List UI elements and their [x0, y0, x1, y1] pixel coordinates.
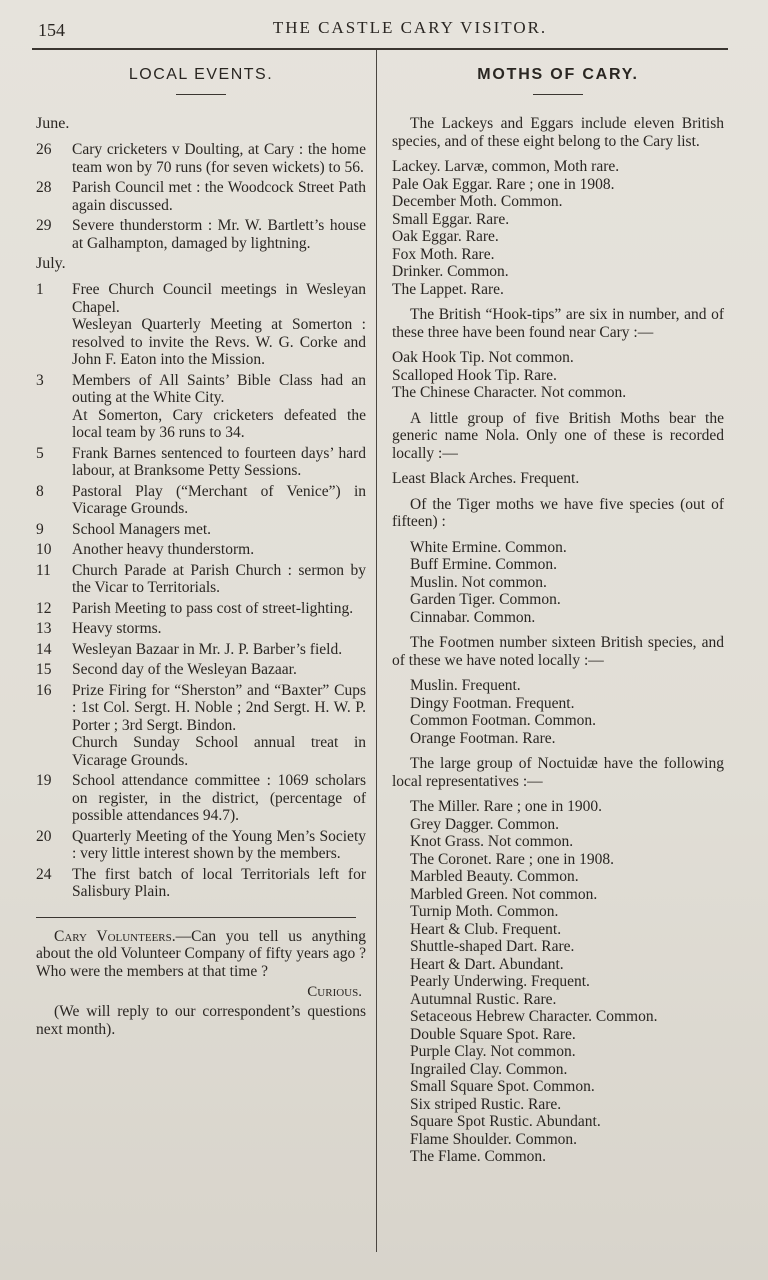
event-paragraph: At Somerton, Cary cricketers defeated the local team by 36 runs to 34. [72, 406, 366, 441]
event-paragraph: Quarterly Meeting of the Young Men’s Society : very little interest shown by the members. [72, 827, 366, 862]
event-day: 19 [36, 772, 52, 789]
event-paragraph: Church Sunday School annual treat in Vicarage Grounds. [72, 734, 366, 769]
moth-entry: Drinker. Common. [392, 263, 509, 280]
header-rule [32, 48, 728, 50]
event-entry [36, 141, 366, 176]
moth-entry: The Coronet. Rare ; one in 1908. [410, 850, 615, 868]
footmen-list [392, 677, 724, 747]
moth-entry: Garden Tiger. Common. [410, 591, 561, 608]
event-text [72, 682, 366, 770]
moth-entry: Turnip Moth. Common. [410, 903, 559, 920]
moth-entry: Flame Shoulder. Common. [410, 1130, 578, 1148]
local-events-column [36, 58, 366, 1038]
event-day: 29 [36, 217, 52, 234]
nola-list [392, 470, 724, 488]
event-paragraph: School attendance committee : 1069 scholars on register, in the district, (percentage of possible attendances 94.7). [72, 772, 366, 824]
volunteers-notice [36, 928, 366, 981]
moth-entry: Muslin. Frequent. [410, 677, 521, 694]
event-entry [36, 682, 366, 770]
page-number: 154 [38, 20, 65, 40]
event-paragraph: Wesleyan Bazaar in Mr. J. P. Barber’s field. [72, 640, 343, 658]
event-day: 28 [36, 179, 52, 196]
event-day: 3 [36, 371, 44, 389]
event-text [72, 541, 366, 559]
event-text [72, 866, 366, 901]
event-paragraph: Pastoral Play (“Merchant of Venice”) in Vicarage Grounds. [72, 482, 366, 517]
event-paragraph: Free Church Council meetings in Wesleyan Chapel. [72, 281, 366, 316]
event-day: 5 [36, 444, 44, 462]
moth-entry: Heart & Club. Frequent. [410, 920, 562, 938]
running-title: THE CASTLE CARY VISITOR. [272, 18, 548, 37]
editor-reply: (We will reply to our correspondent’s questions next month). [36, 1003, 366, 1038]
event-entry [36, 600, 366, 618]
event-paragraph: Church Parade at Parish Church : sermon by the Vicar to Territorials. [72, 561, 366, 596]
month-heading-june: June. [36, 115, 70, 132]
moth-entry: Least Black Arches. Frequent. [392, 470, 580, 487]
moth-entry: Setaceous Hebrew Character. Common. [410, 1008, 658, 1025]
event-text [72, 828, 366, 863]
event-entry [36, 620, 366, 638]
moth-entry: Buff Ermine. Common. [410, 556, 557, 573]
moth-entry: Scalloped Hook Tip. Rare. [392, 366, 557, 384]
event-paragraph: Cary cricketers v Doulting, at Cary : the home team won by 70 runs (for seven wickets) to 56. [72, 141, 366, 176]
event-paragraph: Parish Council met : the Woodcock Street Path again discussed. [72, 179, 366, 214]
event-day: 8 [36, 482, 44, 500]
title-rule [176, 94, 226, 95]
event-day: 15 [36, 661, 52, 678]
moths-column [392, 58, 724, 1174]
event-paragraph: Frank Barnes sentenced to fourteen days’ hard labour, at Branksome Petty Sessions. [72, 444, 366, 479]
event-entry [36, 445, 366, 480]
lackeys-list [392, 158, 724, 298]
event-entry [36, 866, 366, 901]
moth-entry: Marbled Green. Not common. [410, 885, 598, 903]
event-entry [36, 179, 366, 214]
event-day: 24 [36, 865, 52, 883]
event-paragraph: Prize Firing for “Sherston” and “Baxter” Cups : 1st Col. Sergt. H. Noble ; 2nd Sergt. H. W. P. Porter ; 3rd Sergt. Bindon. [72, 681, 366, 734]
moth-entry: Oak Hook Tip. Not common. [392, 349, 574, 366]
moth-entry: Common Footman. Common. [410, 712, 597, 729]
event-paragraph: Wesleyan Quarterly Meeting at Somerton : resolved to invite the Revs. W. G. Corke and John F. Eaton into the Mission. [72, 316, 366, 368]
event-entry [36, 772, 366, 825]
event-paragraph: Parish Meeting to pass cost of street-lighting. [72, 599, 354, 617]
moth-entry: The Lappet. Rare. [392, 280, 504, 298]
month-heading-july: July. [36, 255, 66, 272]
local-events-title: LOCAL EVENTS. [128, 66, 274, 83]
moth-entry: Shuttle-shaped Dart. Rare. [410, 938, 575, 955]
event-paragraph: Members of All Saints’ Bible Class had an outing at the White City. [72, 371, 366, 406]
event-day: 26 [36, 141, 52, 158]
event-text [72, 562, 366, 597]
moths-title: MOTHS OF CARY. [477, 66, 639, 83]
lackeys-intro: The Lackeys and Eggars include eleven British species, and of these eight belong to the Cary list. [392, 115, 724, 150]
event-day: 12 [36, 599, 52, 617]
hooktips-list [392, 349, 724, 402]
moth-entry: Knot Grass. Not common. [410, 833, 574, 850]
event-text [72, 179, 366, 214]
moth-entry: Muslin. Not common. [410, 573, 547, 591]
moth-entry: The Chinese Character. Not common. [392, 384, 627, 401]
nola-intro: A little group of five British Moths bear the generic name Nola. Only one of these is recorded locally :— [392, 409, 724, 462]
noctuidae-intro: The large group of Noctuidæ have the following local representatives :— [392, 755, 724, 790]
event-text [72, 141, 366, 176]
moth-entry: Heart & Dart. Abundant. [410, 955, 564, 973]
event-day: 13 [36, 620, 52, 637]
event-day: 10 [36, 541, 52, 558]
moth-entry: Six striped Rustic. Rare. [410, 1095, 562, 1113]
june-events [36, 141, 366, 252]
moth-entry: Autumnal Rustic. Rare. [410, 990, 557, 1008]
moth-entry: Pearly Underwing. Frequent. [410, 973, 590, 990]
event-day: 14 [36, 640, 52, 658]
event-paragraph: The first batch of local Territorials left for Salisbury Plain. [72, 865, 366, 900]
moth-entry: Small Eggar. Rare. [392, 210, 510, 228]
hooktips-intro: The British “Hook-tips” are six in number, and of these three have been found near Cary :— [392, 306, 724, 341]
notice-heading: Cary Volunteers. [54, 927, 176, 945]
event-entry [36, 541, 366, 559]
event-paragraph: Severe thunderstorm : Mr. W. Bartlett’s house at Galhampton, damaged by lightning. [72, 217, 366, 252]
event-entry [36, 281, 366, 369]
moth-entry: Square Spot Rustic. Abundant. [410, 1113, 601, 1130]
event-entry [36, 828, 366, 863]
event-paragraph: School Managers met. [72, 520, 212, 538]
column-divider [376, 50, 377, 1252]
moth-entry: December Moth. Common. [392, 193, 563, 210]
notice-rule [36, 917, 356, 918]
event-day: 9 [36, 520, 44, 538]
event-entry [36, 372, 366, 442]
moth-entry: Pale Oak Eggar. Rare ; one in 1908. [392, 175, 615, 193]
event-text [72, 445, 366, 480]
moth-entry: Orange Footman. Rare. [410, 729, 556, 747]
event-entry [36, 217, 366, 252]
event-paragraph: Second day of the Wesleyan Bazaar. [72, 661, 297, 678]
event-paragraph: Heavy storms. [72, 620, 162, 637]
event-text [72, 521, 366, 539]
title-rule [533, 94, 583, 95]
moth-entry: The Miller. Rare ; one in 1900. [410, 798, 602, 815]
event-entry [36, 641, 366, 659]
footmen-intro: The Footmen number sixteen British species, and of these we have noted locally :— [392, 634, 724, 669]
event-text [72, 772, 366, 825]
event-paragraph: Another heavy thunderstorm. [72, 541, 255, 558]
moth-entry: Cinnabar. Common. [410, 608, 536, 626]
event-entry [36, 483, 366, 518]
event-text [72, 620, 366, 638]
moth-entry: Lackey. Larvæ, common, Moth rare. [392, 158, 620, 175]
event-day: 1 [36, 281, 44, 298]
event-text [72, 600, 366, 618]
notice-signature: Curious. [307, 984, 362, 1000]
moth-entry: Small Square Spot. Common. [410, 1078, 595, 1095]
page-header [32, 18, 728, 48]
event-entry [36, 521, 366, 539]
event-text [72, 641, 366, 659]
moth-entry: White Ermine. Common. [410, 538, 567, 556]
moth-entry: Double Square Spot. Rare. [410, 1025, 576, 1043]
event-text [72, 281, 366, 369]
moth-entry: Ingrailed Clay. Common. [410, 1060, 568, 1078]
moth-entry: The Flame. Common. [410, 1148, 547, 1165]
moth-entry: Fox Moth. Rare. [392, 245, 495, 263]
july-events [36, 281, 366, 901]
noctuidae-list [392, 798, 724, 1166]
event-text [72, 217, 366, 252]
tigers-list [392, 539, 724, 627]
notice-body: —Can you tell us anything about the old Volunteer Company of fifty years ago ? Who were the members at that time ? [36, 927, 366, 980]
moth-entry: Marbled Beauty. Common. [410, 868, 579, 885]
tiger-intro: Of the Tiger moths we have five species (out of fifteen) : [392, 495, 724, 530]
event-day: 20 [36, 827, 52, 845]
moth-entry: Dingy Footman. Frequent. [410, 694, 575, 712]
event-entry [36, 562, 366, 597]
moth-entry: Oak Eggar. Rare. [392, 228, 499, 245]
event-text [72, 483, 366, 518]
event-day: 16 [36, 681, 52, 699]
event-entry [36, 661, 366, 679]
event-day: 11 [36, 561, 51, 579]
event-text [72, 661, 366, 679]
event-text [72, 372, 366, 442]
moth-entry: Grey Dagger. Common. [410, 815, 559, 833]
moth-entry: Purple Clay. Not common. [410, 1043, 576, 1060]
